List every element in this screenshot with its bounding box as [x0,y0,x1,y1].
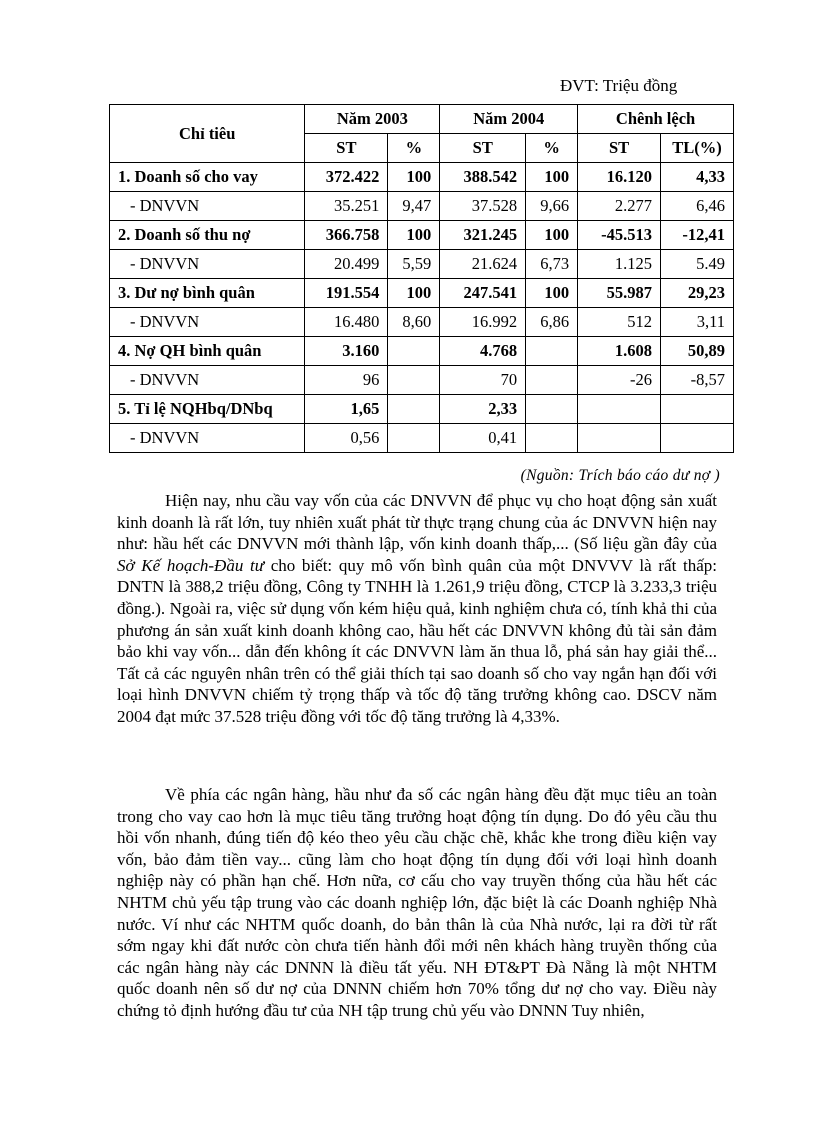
cell-st-diff [578,395,661,424]
paragraph-1-part-b: cho biết: quy mô vốn bình quân của một DNVVV là rất thấp: DNTN là 388,2 triệu đồng, Công ty TNHH là 1.261,9 triệu đồng, CTCP là 3.233,3 triệu đồng.). Ngoài ra, việc sử dụng vốn kém hiệu quả, kinh nghiệm chưa có, tính khả thi của phương án sản xuất kinh doanh không cao, hầu hết các DNVVN không đủ tài sản đảm bảo khi vay vốn... dẫn đến không ít các DNVVN làm ăn thua lỗ, phá sản hay giải thể... Tất cả các nguyên nhân trên có thể giải thích tại sao doanh số cho vay ngắn hạn đối với loại hình DNVVN chiếm tỷ trọng thấp và tốc độ tăng trưởng không cao. DSCV năm 2004 đạt mức 37.528 triệu đồng với tốc độ tăng trưởng là 4,33%. [117,555,717,726]
cell-st2003: 0,56 [305,424,388,453]
cell-tl-diff: 3,11 [661,308,734,337]
loan-statistics-table [109,104,734,453]
paragraph-1 [117,490,717,728]
cell-st2004: 2,33 [440,395,526,424]
cell-pct2003 [388,337,440,366]
row-label: - DNVVN [110,366,305,395]
cell-st-diff: -26 [578,366,661,395]
header-indicator: Chỉ tiêu [110,105,305,163]
table-row [110,366,734,395]
table-header-row [110,105,734,134]
cell-pct2004: 100 [526,221,578,250]
paragraph-2: Về phía các ngân hàng, hầu như đa số các ngân hàng đều đặt mục tiêu an toàn trong cho vay cao hơn là mục tiêu tăng trưởng hoạt động tín dụng. Do đó yêu cầu thu hồi vốn nhanh, đúng tiến độ kéo theo yêu cầu chặc chẽ, khắc khe trong điều kiện vay vốn, bảo đảm tiền vay... cũng làm cho hoạt động tín dụng đối với loại hình doanh nghiệp này có phần hạn chế. Hơn nữa, cơ cấu cho vay truyền thống của hầu hết các NHTM chủ yếu tập trung vào các doanh nghiệp lớn, đặc biệt là các Doanh nghiệp Nhà nước. Ví như các NHTM quốc doanh, do bản thân là của Nhà nước, lại ra đời từ rất sớm ngay khi đất nước còn chưa tiến hành đổi mới nên khách hàng truyền thống của các ngân hàng này các DNNN là điều tất yếu. NH ĐT&PT Đà Nẵng là một NHTM quốc doanh nên số dư nợ của DNNN chiếm hơn 70% tổng dư nợ cho vay. Điều này chứng tỏ định hướng đầu tư của NH tập trung chủ yếu vào DNNN Tuy nhiên, [117,785,717,1020]
cell-st-diff: 55.987 [578,279,661,308]
table-row [110,279,734,308]
cell-pct2004 [526,395,578,424]
table-row [110,395,734,424]
row-label: - DNVVN [110,192,305,221]
cell-pct2004: 100 [526,279,578,308]
cell-st2004: 4.768 [440,337,526,366]
row-label: 5. Tỉ lệ NQHbq/DNbq [110,395,305,424]
cell-st2004: 21.624 [440,250,526,279]
row-label: 1. Doanh số cho vay [110,163,305,192]
cell-st-diff: 2.277 [578,192,661,221]
cell-st-diff: 16.120 [578,163,661,192]
cell-pct2003: 100 [388,163,440,192]
cell-tl-diff: -12,41 [661,221,734,250]
cell-st2003: 20.499 [305,250,388,279]
cell-pct2004: 6,86 [526,308,578,337]
subheader-tl-diff: TL(%) [661,134,734,163]
cell-pct2004: 9,66 [526,192,578,221]
header-difference: Chênh lệch [578,105,734,134]
source-note: (Nguồn: Trích báo cáo dư nợ ) [520,467,720,484]
cell-st2003: 16.480 [305,308,388,337]
cell-tl-diff [661,424,734,453]
row-label: - DNVVN [110,250,305,279]
cell-tl-diff: 4,33 [661,163,734,192]
paragraph-1-part-a: Hiện nay, nhu cầu vay vốn của các DNVVN để phục vụ cho hoạt động sản xuất kinh doanh là rất lớn, tuy nhiên xuất phát từ thực trạng chung của ác DNVVN hiện nay như: hầu hết các DNVVN mới thành lập, vốn kinh doanh thấp,... (Số liệu gần đây của [117,491,717,554]
cell-st-diff: 512 [578,308,661,337]
cell-st2004: 37.528 [440,192,526,221]
cell-pct2003 [388,395,440,424]
cell-pct2004 [526,366,578,395]
header-year-2003: Năm 2003 [305,105,440,134]
unit-label: ĐVT: Triệu đồng [560,76,678,95]
subheader-st-diff: ST [578,134,661,163]
cell-st2003: 1,65 [305,395,388,424]
row-label: 3. Dư nợ bình quân [110,279,305,308]
cell-st2003: 372.422 [305,163,388,192]
cell-st-diff: 1.608 [578,337,661,366]
cell-pct2003: 100 [388,221,440,250]
header-year-2004: Năm 2004 [440,105,578,134]
cell-pct2003: 9,47 [388,192,440,221]
cell-pct2004: 6,73 [526,250,578,279]
cell-tl-diff: 50,89 [661,337,734,366]
cell-tl-diff: 29,23 [661,279,734,308]
row-label: 4. Nợ QH bình quân [110,337,305,366]
cell-st-diff: 1.125 [578,250,661,279]
cell-st2003: 35.251 [305,192,388,221]
cell-tl-diff: -8,57 [661,366,734,395]
table-row [110,163,734,192]
cell-pct2004 [526,424,578,453]
cell-st2004: 388.542 [440,163,526,192]
table-row [110,424,734,453]
cell-st-diff [578,424,661,453]
cell-pct2003: 5,59 [388,250,440,279]
cell-pct2004 [526,337,578,366]
cell-pct2003: 100 [388,279,440,308]
cell-tl-diff: 5.49 [661,250,734,279]
subheader-pct-2004: % [526,134,578,163]
cell-st-diff: -45.513 [578,221,661,250]
table-row [110,308,734,337]
row-label: 2. Doanh số thu nợ [110,221,305,250]
cell-st2003: 191.554 [305,279,388,308]
table-row [110,192,734,221]
paragraph-1-emphasis: Sở Kế hoạch-Đầu tư [117,555,264,575]
table-row [110,250,734,279]
cell-tl-diff [661,395,734,424]
cell-st2004: 321.245 [440,221,526,250]
subheader-st-2003: ST [305,134,388,163]
subheader-pct-2003: % [388,134,440,163]
cell-st2004: 0,41 [440,424,526,453]
subheader-st-2004: ST [440,134,526,163]
cell-st2003: 366.758 [305,221,388,250]
cell-st2003: 3.160 [305,337,388,366]
cell-pct2004: 100 [526,163,578,192]
row-label: - DNVVN [110,424,305,453]
table-row [110,337,734,366]
cell-st2003: 96 [305,366,388,395]
cell-st2004: 70 [440,366,526,395]
row-label: - DNVVN [110,308,305,337]
cell-tl-diff: 6,46 [661,192,734,221]
cell-pct2003 [388,366,440,395]
cell-st2004: 247.541 [440,279,526,308]
cell-pct2003 [388,424,440,453]
table-row [110,221,734,250]
cell-st2004: 16.992 [440,308,526,337]
cell-pct2003: 8,60 [388,308,440,337]
